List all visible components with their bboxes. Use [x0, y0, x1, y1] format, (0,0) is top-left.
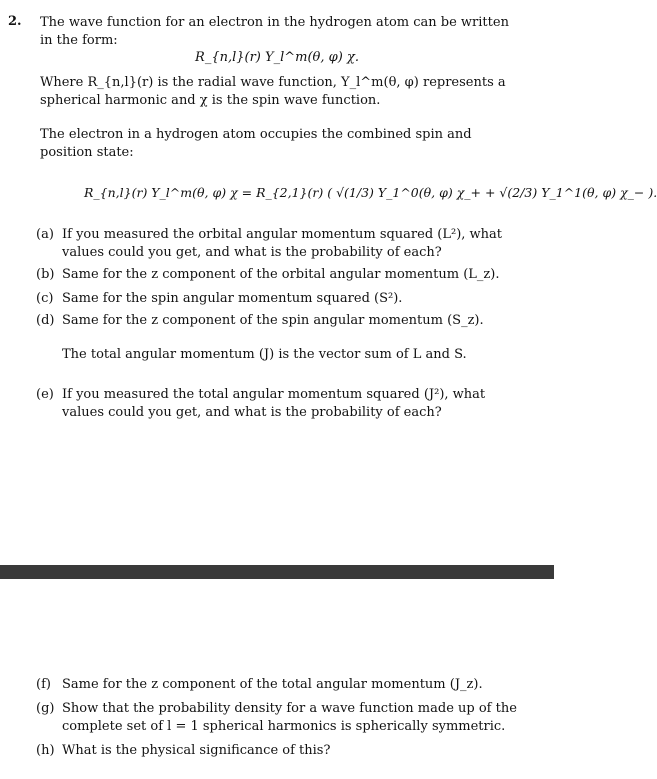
- part-b-label: (b): [36, 267, 55, 282]
- state-equation: [84, 170, 657, 216]
- product-form-equation: [0, 50, 554, 65]
- part-f: [36, 676, 518, 694]
- part-g-text: Show that the probability density for a wave function made up of the complete set of l = 1 spherical harmonics is spherically symmetric.: [62, 701, 517, 734]
- part-c-label: (c): [36, 291, 54, 306]
- part-c: [36, 290, 518, 308]
- part-f-label: (f): [36, 677, 51, 692]
- where-text: Where R_{n,l}(r) is the radial wave function, Y_l^m(θ, φ) represents a spherical harmonic and χ is the spin wave function.: [40, 75, 506, 108]
- part-d: [36, 312, 518, 330]
- part-a: [36, 226, 518, 262]
- page-divider: [0, 565, 554, 579]
- part-f-text: Same for the z component of the total angular momentum (J_z).: [62, 677, 483, 692]
- part-g: [36, 700, 518, 736]
- part-c-text: Same for the spin angular momentum squared (S²).: [62, 291, 403, 306]
- part-h-text: What is the physical significance of this?: [62, 743, 331, 758]
- where-paragraph: [40, 74, 520, 110]
- part-g-label: (g): [36, 701, 55, 716]
- part-b-text: Same for the z component of the orbital angular momentum (L_z).: [62, 267, 500, 282]
- state-text: The electron in a hydrogen atom occupies the combined spin and position state:: [40, 127, 472, 160]
- part-e-label: (e): [36, 387, 54, 402]
- part-d-text: Same for the z component of the spin angular momentum (S_z).: [62, 313, 484, 328]
- product-form-text: R_{n,l}(r) Y_l^m(θ, φ) χ.: [195, 50, 359, 65]
- part-e-text: If you measured the total angular momentum squared (J²), what values could you get, and what is the probability of each?: [62, 387, 486, 420]
- part-e: [36, 386, 518, 422]
- intro-text: The wave function for an electron in the hydrogen atom can be written in the form:: [40, 15, 509, 48]
- total-angular-momentum-note: [62, 346, 522, 364]
- state-paragraph: [40, 126, 520, 162]
- part-h: [36, 742, 518, 760]
- part-a-label: (a): [36, 227, 54, 242]
- question-number: 2.: [8, 14, 22, 29]
- part-b: [36, 266, 518, 284]
- part-d-label: (d): [36, 313, 55, 328]
- part-a-text: If you measured the orbital angular momentum squared (L²), what values could you get, and what is the probability of each?: [62, 227, 503, 260]
- total-note-text: The total angular momentum (J) is the vector sum of L and S.: [62, 347, 467, 362]
- part-h-label: (h): [36, 743, 55, 758]
- intro-paragraph: [40, 14, 520, 50]
- state-equation-text: R_{n,l}(r) Y_l^m(θ, φ) χ = R_{2,1}(r) ( √(1/3) Y_1^0(θ, φ) χ_+ + √(2/3) Y_1^1(θ, φ) χ_− ).: [84, 185, 657, 200]
